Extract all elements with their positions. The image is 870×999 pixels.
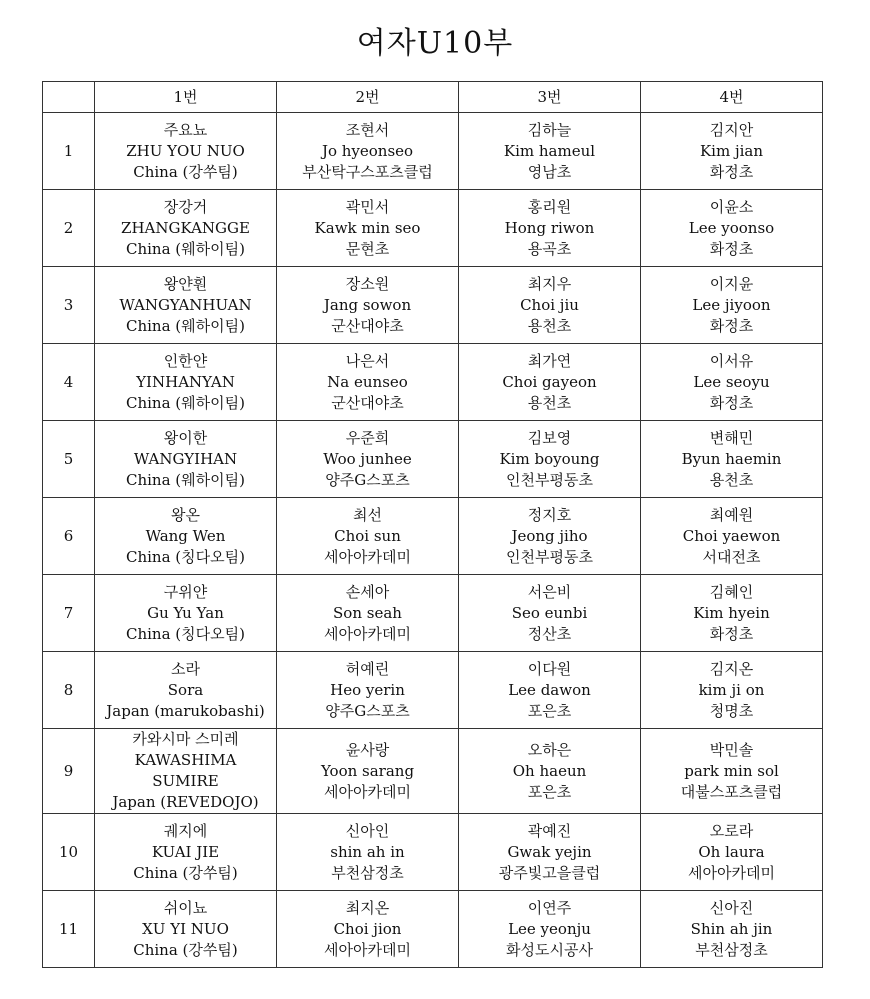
player-line: 서은비: [527, 582, 572, 601]
player-line: 소라: [171, 659, 200, 678]
player-line: Lee yeonju: [508, 919, 591, 938]
player-line: 부산탁구스포츠클럽: [302, 162, 433, 181]
player-cell: [95, 498, 277, 575]
player-cell: [95, 814, 277, 891]
player-line: Shin ah jin: [690, 919, 773, 938]
player-line: WANGYIHAN: [133, 449, 238, 468]
player-cell: [641, 113, 823, 190]
player-cell: [277, 498, 459, 575]
player-cell: [459, 814, 641, 891]
player-cell: [641, 267, 823, 344]
player-line: 포은초: [527, 701, 572, 720]
group-row: [43, 421, 823, 498]
player-cell: [277, 190, 459, 267]
player-line: 인천부평동초: [506, 547, 593, 566]
player-line: 최가연: [527, 351, 572, 370]
player-line: 김보영: [527, 428, 572, 447]
player-cell: [459, 344, 641, 421]
player-cell: [641, 575, 823, 652]
player-line: 김하늘: [527, 120, 572, 139]
group-number: 1: [43, 113, 95, 190]
player-cell: [277, 421, 459, 498]
player-line: Heo yerin: [330, 680, 405, 699]
player-cell: [277, 891, 459, 968]
player-line: 화정초: [709, 162, 754, 181]
player-line: 우준희: [345, 428, 390, 447]
player-line: China (웨하이팀): [126, 239, 245, 258]
player-line: 이지윤: [709, 274, 754, 293]
player-line: 정산초: [527, 624, 572, 643]
player-line: 이윤소: [709, 197, 754, 216]
player-cell: [459, 267, 641, 344]
player-line: Jeong jiho: [511, 526, 588, 545]
player-cell: [641, 190, 823, 267]
player-line: China (강쑤팀): [133, 940, 238, 959]
player-line: Lee yoonso: [688, 218, 775, 237]
player-line: Choi yaewon: [682, 526, 781, 545]
player-line: 최선: [353, 505, 382, 524]
player-line: 청명초: [709, 701, 754, 720]
player-line: 화정초: [709, 239, 754, 258]
player-line: 신아진: [709, 898, 754, 917]
player-line: 용천초: [527, 316, 572, 335]
player-line: 화정초: [709, 393, 754, 412]
player-line: 곽민서: [345, 197, 390, 216]
player-line: 최예원: [709, 505, 754, 524]
group-number: 6: [43, 498, 95, 575]
player-cell: [95, 421, 277, 498]
player-line: park min sol: [684, 761, 779, 780]
player-line: 최지우: [527, 274, 572, 293]
player-line: 구위얀: [163, 582, 208, 601]
player-cell: [641, 344, 823, 421]
player-line: SUMIRE: [152, 772, 219, 790]
player-line: 김지온: [709, 659, 754, 678]
player-cell: [95, 575, 277, 652]
player-line: China (웨하이팀): [126, 316, 245, 335]
player-cell: [459, 729, 641, 814]
player-line: Sora: [167, 680, 204, 699]
player-line: 손세아: [345, 582, 390, 601]
player-line: 나은서: [345, 351, 390, 370]
player-line: 부천삼정초: [331, 863, 404, 882]
player-line: Japan (REVEDOJO): [112, 793, 259, 811]
player-line: 양주G스포츠: [325, 470, 410, 489]
player-line: 장강거: [163, 197, 208, 216]
group-number: 4: [43, 344, 95, 421]
player-line: 왕얀훤: [163, 274, 208, 293]
player-line: Gu Yu Yan: [147, 603, 224, 622]
player-cell: [277, 267, 459, 344]
group-row: [43, 190, 823, 267]
player-cell: [459, 498, 641, 575]
player-line: 군산대야초: [331, 316, 404, 335]
player-line: Wang Wen: [145, 526, 226, 545]
player-line: 포은초: [527, 782, 572, 801]
player-line: Kim jian: [699, 141, 764, 160]
player-line: China (강쑤팀): [133, 863, 238, 882]
player-line: 신아인: [345, 821, 390, 840]
player-line: 주요뇨: [163, 120, 208, 139]
header-slot-2: 2번: [277, 82, 459, 113]
player-cell: [641, 729, 823, 814]
player-line: China (칭다오팀): [126, 547, 245, 566]
player-cell: [95, 267, 277, 344]
player-line: Kim boyoung: [499, 449, 600, 468]
player-line: kim ji on: [698, 680, 765, 699]
player-line: Choi sun: [334, 526, 401, 545]
player-line: XU YI NUO: [142, 919, 229, 938]
player-cell: [95, 891, 277, 968]
player-line: shin ah in: [330, 842, 405, 861]
player-line: Choi gayeon: [502, 372, 597, 391]
player-line: 카와시마 스미레: [132, 730, 239, 748]
player-cell: [641, 891, 823, 968]
player-line: 홍리원: [527, 197, 572, 216]
player-cell: [459, 421, 641, 498]
header-corner: [43, 82, 95, 113]
player-cell: [277, 814, 459, 891]
player-line: ZHANGKANGGE: [121, 218, 250, 237]
player-cell: [277, 113, 459, 190]
player-cell: [459, 190, 641, 267]
player-line: 조현서: [345, 120, 390, 139]
player-line: 영남초: [527, 162, 572, 181]
player-line: 윤사랑: [345, 740, 390, 759]
player-line: KAWASHIMA: [134, 751, 237, 769]
player-line: 정지호: [527, 505, 572, 524]
player-line: Jang sowon: [323, 295, 412, 314]
player-cell: [277, 575, 459, 652]
player-line: Na eunseo: [327, 372, 408, 391]
player-line: 화성도시공사: [506, 940, 593, 959]
player-cell: [459, 652, 641, 729]
group-row: [43, 652, 823, 729]
header-slot-1: 1번: [95, 82, 277, 113]
player-cell: [459, 575, 641, 652]
player-line: 군산대야초: [331, 393, 404, 412]
player-line: 오하은: [527, 740, 572, 759]
group-number: 8: [43, 652, 95, 729]
header-slot-3: 3번: [459, 82, 641, 113]
player-line: Hong riwon: [504, 218, 595, 237]
player-line: 세아아카데미: [324, 547, 411, 566]
player-line: 세아아카데미: [324, 940, 411, 959]
group-row: [43, 891, 823, 968]
group-row: [43, 814, 823, 891]
player-line: Oh laura: [698, 842, 765, 861]
player-line: ZHU YOU NUO: [126, 141, 245, 160]
player-line: 왕이한: [163, 428, 208, 447]
player-line: 김혜인: [709, 582, 754, 601]
group-row: [43, 729, 823, 814]
player-line: China (칭다오팀): [126, 624, 245, 643]
player-line: Woo junhee: [323, 449, 412, 468]
player-cell: [95, 344, 277, 421]
player-cell: [277, 729, 459, 814]
player-cell: [277, 652, 459, 729]
player-line: 부천삼정초: [695, 940, 768, 959]
player-cell: [95, 652, 277, 729]
roster-body: [43, 113, 823, 968]
player-cell: [95, 190, 277, 267]
player-line: Yoon sarang: [320, 761, 415, 780]
player-line: 이서유: [709, 351, 754, 370]
player-cell: [277, 344, 459, 421]
player-line: Lee dawon: [508, 680, 591, 699]
group-row: [43, 575, 823, 652]
player-line: 김지안: [709, 120, 754, 139]
player-line: 쉬이뇨: [163, 898, 208, 917]
player-line: China (웨하이팀): [126, 470, 245, 489]
player-line: 서대전초: [702, 547, 761, 566]
page-title: 여자U10부: [356, 26, 514, 61]
group-row: [43, 113, 823, 190]
player-cell: [95, 113, 277, 190]
player-cell: [459, 113, 641, 190]
player-line: 광주빛고을클럽: [498, 863, 601, 882]
player-line: 용천초: [709, 470, 754, 489]
player-line: Choi jion: [333, 919, 402, 938]
player-line: 양주G스포츠: [325, 701, 410, 720]
header-row: [43, 82, 823, 113]
group-number: 3: [43, 267, 95, 344]
player-line: YINHANYAN: [136, 372, 235, 391]
group-number: 10: [43, 814, 95, 891]
player-line: WANGYANHUAN: [119, 295, 252, 314]
bracket-table: [42, 81, 823, 968]
player-cell: [641, 498, 823, 575]
player-cell: [641, 652, 823, 729]
player-line: Choi jiu: [520, 295, 579, 314]
player-line: China (웨하이팀): [126, 393, 245, 412]
player-line: Kim hameul: [503, 141, 596, 160]
player-line: 세아아카데미: [324, 782, 411, 801]
player-line: 궤지에: [163, 821, 208, 840]
player-line: 변해민: [709, 428, 754, 447]
player-line: China (강쑤팀): [133, 162, 238, 181]
player-line: 인천부평동초: [506, 470, 593, 489]
player-line: 허예린: [345, 659, 390, 678]
group-number: 5: [43, 421, 95, 498]
player-line: Kim hyein: [693, 603, 770, 622]
player-line: Byun haemin: [681, 449, 782, 468]
player-line: Son seah: [333, 603, 402, 622]
player-line: 이다원: [527, 659, 572, 678]
player-line: 세아아카데미: [688, 863, 775, 882]
player-line: 용곡초: [527, 239, 572, 258]
group-row: [43, 498, 823, 575]
group-number: 2: [43, 190, 95, 267]
player-line: Jo hyeonseo: [321, 141, 414, 160]
player-line: 세아아카데미: [324, 624, 411, 643]
player-line: Seo eunbi: [511, 603, 588, 622]
player-line: 장소원: [345, 274, 390, 293]
player-line: 곽예진: [527, 821, 572, 840]
player-line: KUAI JIE: [151, 842, 220, 861]
player-line: 오로라: [709, 821, 754, 840]
group-row: [43, 344, 823, 421]
player-cell: [459, 891, 641, 968]
player-line: 박민솔: [709, 740, 754, 759]
player-line: Lee jiyoon: [692, 295, 771, 314]
player-cell: [641, 421, 823, 498]
player-line: Lee seoyu: [693, 372, 770, 391]
group-number: 7: [43, 575, 95, 652]
player-line: Japan (marukobashi): [106, 701, 265, 720]
player-line: 화정초: [709, 624, 754, 643]
group-row: [43, 267, 823, 344]
group-number: 9: [43, 729, 95, 814]
group-number: 11: [43, 891, 95, 968]
player-line: 대불스포츠클럽: [680, 782, 783, 801]
player-line: 용천초: [527, 393, 572, 412]
player-line: Gwak yejin: [507, 842, 592, 861]
header-slot-4: 4번: [641, 82, 823, 113]
player-line: 최지온: [345, 898, 390, 917]
player-line: 문현초: [345, 239, 390, 258]
player-line: 화정초: [709, 316, 754, 335]
player-cell: [641, 814, 823, 891]
player-cell: [95, 729, 277, 814]
player-line: 왕온: [171, 505, 200, 524]
player-line: 인한얀: [163, 351, 208, 370]
player-line: Oh haeun: [512, 761, 587, 780]
player-line: 이연주: [527, 898, 572, 917]
player-line: Kawk min seo: [314, 218, 421, 237]
